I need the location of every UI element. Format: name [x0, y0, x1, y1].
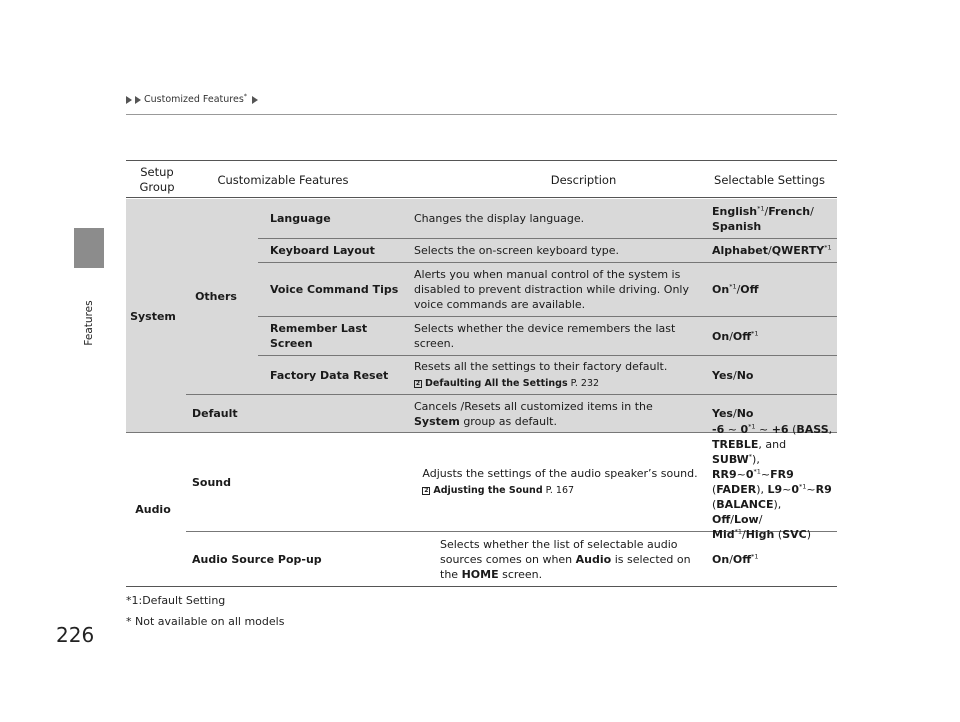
- breadcrumb: [126, 91, 259, 105]
- header-selectable-settings: Selectable Settings: [714, 172, 825, 187]
- description-default: Cancels /Resets all customized items in the System group as default.: [414, 399, 653, 428]
- settings-sound: -6 ~ 0$^{*1}$ ~ +6 (BASS, TREBLE, and SUBW*), RR9~0$^{*1}$~FR9 (FADER), L9~0$^{*1}$~R9 (BALANCE), Off/Low/ Mid$^{*1}$/High (SVC): [712, 422, 833, 541]
- description-remember-last-screen: Selects whether the device remembers the last screen.: [414, 322, 676, 350]
- feature-language: Language: [270, 212, 331, 225]
- settings-voice-command-tips: On$^{*1}$/Off: [712, 282, 759, 296]
- feature-voice-command-tips: Voice Command Tips: [270, 283, 399, 296]
- feature-sound: Sound: [192, 475, 232, 489]
- header-rule: [126, 114, 837, 115]
- subgroup-others-label: Others: [195, 290, 237, 303]
- feature-keyboard-layout: Keyboard Layout: [270, 244, 375, 257]
- triangle-arrow-icon: [252, 96, 258, 104]
- settings-keyboard-layout: Alphabet/QWERTY$^{*1}$: [712, 243, 832, 257]
- settings-default: Yes/No: [712, 407, 754, 420]
- description-keyboard-layout: Selects the on-screen keyboard type.: [414, 244, 620, 257]
- feature-factory-data-reset: Factory Data Reset: [270, 368, 389, 382]
- description-language: Changes the display language.: [414, 212, 585, 225]
- cross-reference-icon: 2: [424, 486, 429, 494]
- section-tab-label: Features: [83, 300, 95, 346]
- settings-remember-last-screen: On/Off$^{*1}$: [712, 328, 759, 343]
- group-system-label: System: [130, 309, 176, 323]
- description-voice-command-tips: Alerts you when manual control of the system is disabled to prevent distraction while driving. Only voice commands are available.: [414, 268, 689, 311]
- cross-reference-icon: 2: [415, 379, 421, 387]
- table-header: [126, 160, 837, 198]
- header-setup-group: Setup Group: [139, 165, 175, 194]
- triangle-arrow-icon: [126, 96, 132, 104]
- feature-audio-source-popup: Audio Source Pop-up: [192, 552, 322, 566]
- settings-audio-source-popup: On/Off$^{*1}$: [712, 551, 759, 566]
- description-factory-data-reset: Resets all the settings to their factory default. 2 Defaulting All the Settings P. 232: [414, 359, 668, 390]
- settings-factory-data-reset: Yes/No: [712, 368, 754, 382]
- triangle-arrow-icon: [135, 96, 141, 104]
- description-audio-source-popup: Selects whether the list of selectable audio sources comes on when Audio is selected on the HOME screen.: [440, 537, 691, 581]
- footnote-default-setting: *1:Default Setting: [126, 594, 226, 607]
- header-customizable-features: Customizable Features: [217, 172, 349, 187]
- feature-default: Default: [192, 407, 238, 420]
- page-number: 226: [56, 623, 95, 647]
- cross-reference-link[interactable]: 2 Adjusting the Sound P. 167: [424, 485, 575, 497]
- header-description: Description: [550, 172, 617, 187]
- section-tab-marker: [74, 228, 104, 268]
- table-bottom-rule: [126, 586, 837, 587]
- cross-reference-link[interactable]: 2 Defaulting All the Settings P. 232: [415, 378, 600, 390]
- feature-remember-last-screen: Remember Last Screen: [270, 322, 368, 350]
- group-audio-label: Audio: [135, 503, 171, 516]
- description-sound: Adjusts the settings of the audio speaker’s sound. 2 Adjusting the Sound P. 167: [422, 466, 698, 497]
- footnote-models: * Not available on all models: [126, 615, 285, 628]
- settings-language: English$^{*1}$/French/ Spanish: [712, 203, 814, 233]
- breadcrumb-text: Customized Features*: [144, 91, 248, 105]
